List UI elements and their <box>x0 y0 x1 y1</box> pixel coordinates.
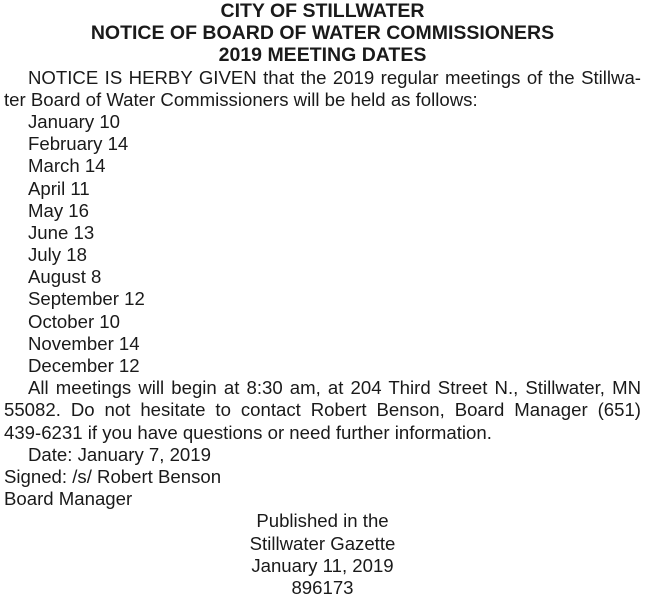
meeting-date: January 10 <box>28 110 120 132</box>
meeting-date: March 14 <box>28 155 106 177</box>
meeting-dates-list <box>4 111 641 377</box>
meeting-date: August 8 <box>28 266 102 288</box>
meeting-date: July 18 <box>28 244 87 266</box>
signature: Signed: /s/ Robert Benson <box>4 465 222 487</box>
meeting-date: December 12 <box>28 355 140 376</box>
meeting-date: November 14 <box>28 332 140 354</box>
intro-line-2: ter Board of Water Commissioners will be held as follows: <box>4 88 478 110</box>
meeting-date: February 14 <box>28 133 129 155</box>
intro-line-1: NOTICE IS HERBY GIVEN that the 2019 regular meetings of the Stillwa- <box>28 66 641 88</box>
meeting-date: September 12 <box>28 288 145 310</box>
notice-title-dates: 2019 MEETING DATES <box>218 44 427 67</box>
notice-number: 896173 <box>291 576 354 598</box>
info-line-3: 439-6231 if you have questions or need further information. <box>4 421 492 443</box>
notice-title-board: NOTICE OF BOARD OF WATER COMMISSIONERS <box>90 22 555 45</box>
meeting-date: June 13 <box>28 221 95 243</box>
notice-title-city: CITY OF STILLWATER <box>220 0 425 22</box>
publication-date: January 11, 2019 <box>251 554 394 576</box>
meeting-date: October 10 <box>28 310 120 332</box>
notice-date: Date: January 7, 2019 <box>28 443 211 465</box>
published-in: Published in the <box>256 510 389 532</box>
info-line-2: 55082. Do not hesitate to contact Robert Benson, Board Manager (651) <box>4 399 641 421</box>
publication-name: Stillwater Gazette <box>249 532 396 554</box>
info-line-1: All meetings will begin at 8:30 am, at 204 Third Street N., Stillwater, MN <box>28 377 641 399</box>
meeting-date: April 11 <box>28 177 90 199</box>
meeting-date: May 16 <box>28 199 89 221</box>
signer-role: Board Manager <box>4 488 133 510</box>
